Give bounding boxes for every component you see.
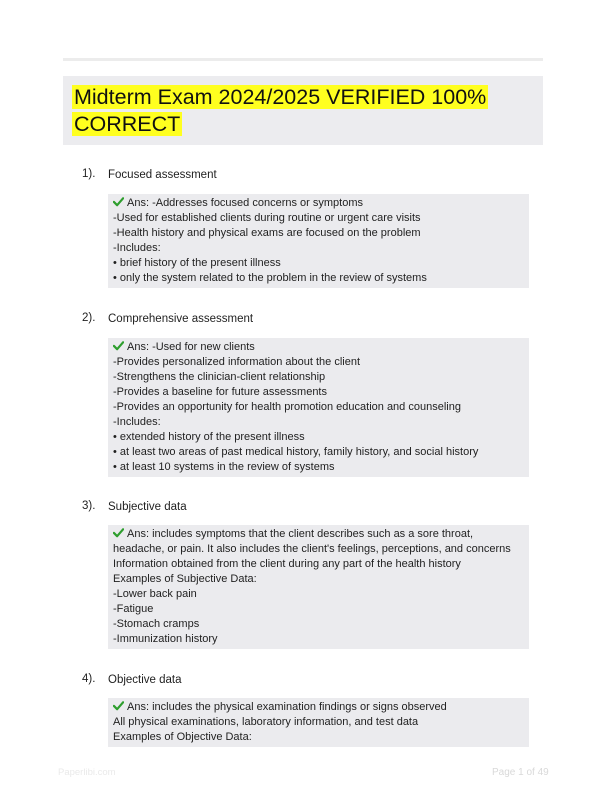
check-icon bbox=[113, 340, 124, 351]
answer-line: • only the system related to the problem in the review of systems bbox=[113, 272, 427, 284]
answer-box bbox=[108, 698, 529, 747]
answer-line bbox=[113, 527, 524, 557]
answer-line: Information obtained from the client during any part of the health history bbox=[113, 558, 461, 570]
answer-line bbox=[113, 700, 524, 715]
answer-line: -Provides an opportunity for health promotion education and counseling bbox=[113, 401, 461, 413]
title-highlight: Midterm Exam 2024/2025 VERIFIED 100% CORRECT bbox=[74, 85, 487, 136]
question-text: Comprehensive assessment bbox=[108, 313, 254, 325]
answer-line: -Provides personalized information about the client bbox=[113, 356, 361, 368]
question-text: Objective data bbox=[108, 674, 182, 686]
answer-box bbox=[108, 525, 529, 649]
answer-line: Examples of Objective Data: bbox=[113, 731, 252, 743]
question-number: 1). bbox=[82, 168, 96, 180]
answer-line: • brief history of the present illness bbox=[113, 257, 281, 269]
answer-line: -Immunization history bbox=[113, 633, 218, 645]
question-text: Subjective data bbox=[108, 501, 187, 513]
answer-line: Examples of Subjective Data: bbox=[113, 573, 257, 585]
answer-text: Ans: -Addresses focused concerns or symptoms bbox=[127, 197, 363, 209]
answer-line: -Provides a baseline for future assessments bbox=[113, 386, 327, 398]
check-icon bbox=[113, 196, 124, 207]
answer-line: -Includes: bbox=[113, 416, 161, 428]
answer-text: Ans: includes symptoms that the client describes such as a sore throat, headache, or pain. It also includes the client's feelings, perceptions, and concerns bbox=[113, 528, 511, 555]
answer-line bbox=[113, 340, 524, 355]
answer-line: -Includes: bbox=[113, 242, 161, 254]
question-number: 3). bbox=[82, 500, 96, 512]
answer-line: All physical examinations, laboratory information, and test data bbox=[113, 716, 419, 728]
answer-box bbox=[108, 338, 529, 477]
answer-line: -Health history and physical exams are focused on the problem bbox=[113, 227, 421, 239]
check-icon bbox=[113, 700, 124, 711]
answer-line: -Lower back pain bbox=[113, 588, 197, 600]
answer-line: • at least two areas of past medical history, family history, and social history bbox=[113, 446, 479, 458]
question-number: 2). bbox=[82, 312, 96, 324]
answer-line: • extended history of the present illness bbox=[113, 431, 305, 443]
answer-line: -Stomach cramps bbox=[113, 618, 200, 630]
answer-line bbox=[113, 196, 524, 211]
answer-line: -Strengthens the clinician-client relationship bbox=[113, 371, 326, 383]
answer-line: -Fatigue bbox=[113, 603, 154, 615]
answer-line: -Used for established clients during routine or urgent care visits bbox=[113, 212, 421, 224]
question-text: Focused assessment bbox=[108, 169, 217, 181]
answer-box bbox=[108, 194, 529, 288]
answer-line: • at least 10 systems in the review of systems bbox=[113, 461, 335, 473]
footer-site-watermark: Paperlibi.com bbox=[58, 767, 116, 778]
page-number: Page 1 of 49 bbox=[492, 767, 549, 778]
answer-text: Ans: includes the physical examination findings or signs observed bbox=[127, 701, 447, 713]
title-banner bbox=[63, 76, 543, 145]
top-divider bbox=[63, 58, 543, 61]
answer-text: Ans: -Used for new clients bbox=[127, 341, 255, 353]
page-title bbox=[72, 84, 532, 138]
question-number: 4). bbox=[82, 673, 96, 685]
check-icon bbox=[113, 527, 124, 538]
